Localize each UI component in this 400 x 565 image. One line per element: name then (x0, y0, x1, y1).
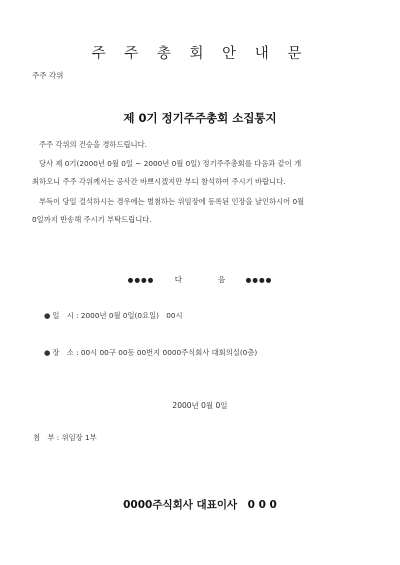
notice-subject: 제 0기 정기주주총회 소집통지 (123, 111, 277, 125)
body-line-meeting-1: 당사 제 0기(2000년 0월 0일 ~ 2000년 0월 0일) 정기주주총회를 다음과 같이 개 (39, 159, 302, 168)
section-heading (0, 274, 400, 285)
attachment-label: 첨 부 (33, 433, 55, 442)
detail-label: 일 시 (52, 311, 74, 320)
detail-item-location: ● 장 소 : 00시 00구 00동 00번지 0000주식회사 대회의실(0층) (44, 348, 258, 357)
body-line-proxy-1: 부득이 당일 결석하시는 경우에는 별첨하는 위임장에 등록된 인장을 날인하시어 0월 (39, 197, 305, 206)
heading-char-right: 음 (218, 275, 226, 284)
detail-item-datetime: ● 일 시 : 2000년 0월 0일(0요일) 00시 (44, 311, 183, 320)
document-title: 주 주 총 회 안 내 문 (91, 46, 309, 62)
detail-value: 00시 00구 00동 00번지 0000주식회사 대회의실(0층) (80, 348, 258, 357)
addressee: 주주 각위 (32, 71, 64, 80)
bullet-icon: ● (44, 348, 51, 357)
attachment-line: 첨 부 : 위임장 1부 (33, 433, 97, 442)
bullet-dots-left: ●●●● (127, 276, 155, 284)
heading-char-left: 다 (174, 275, 182, 284)
body-line-meeting-2: 최하오니 주주 각위께서는 공사간 바쁘시겠지만 부디 참석하여 주시기 바랍니다. (32, 177, 286, 186)
signer: 0000주식회사 대표이사 0 0 0 (123, 499, 277, 511)
notice-date: 2000년 0월 0일 (172, 401, 228, 410)
attachment-value: 위임장 1부 (61, 433, 97, 442)
body-line-greeting: 주주 각위의 건승을 경하드립니다. (39, 140, 147, 149)
detail-value: 2000년 0월 0일(0요일) 00시 (80, 311, 183, 320)
body-line-proxy-2: 0일까지 반송해 주시기 부탁드립니다. (32, 215, 152, 224)
bullet-dots-right: ●●●● (245, 276, 273, 284)
bullet-icon: ● (44, 311, 51, 320)
detail-label: 장 소 (52, 348, 74, 357)
